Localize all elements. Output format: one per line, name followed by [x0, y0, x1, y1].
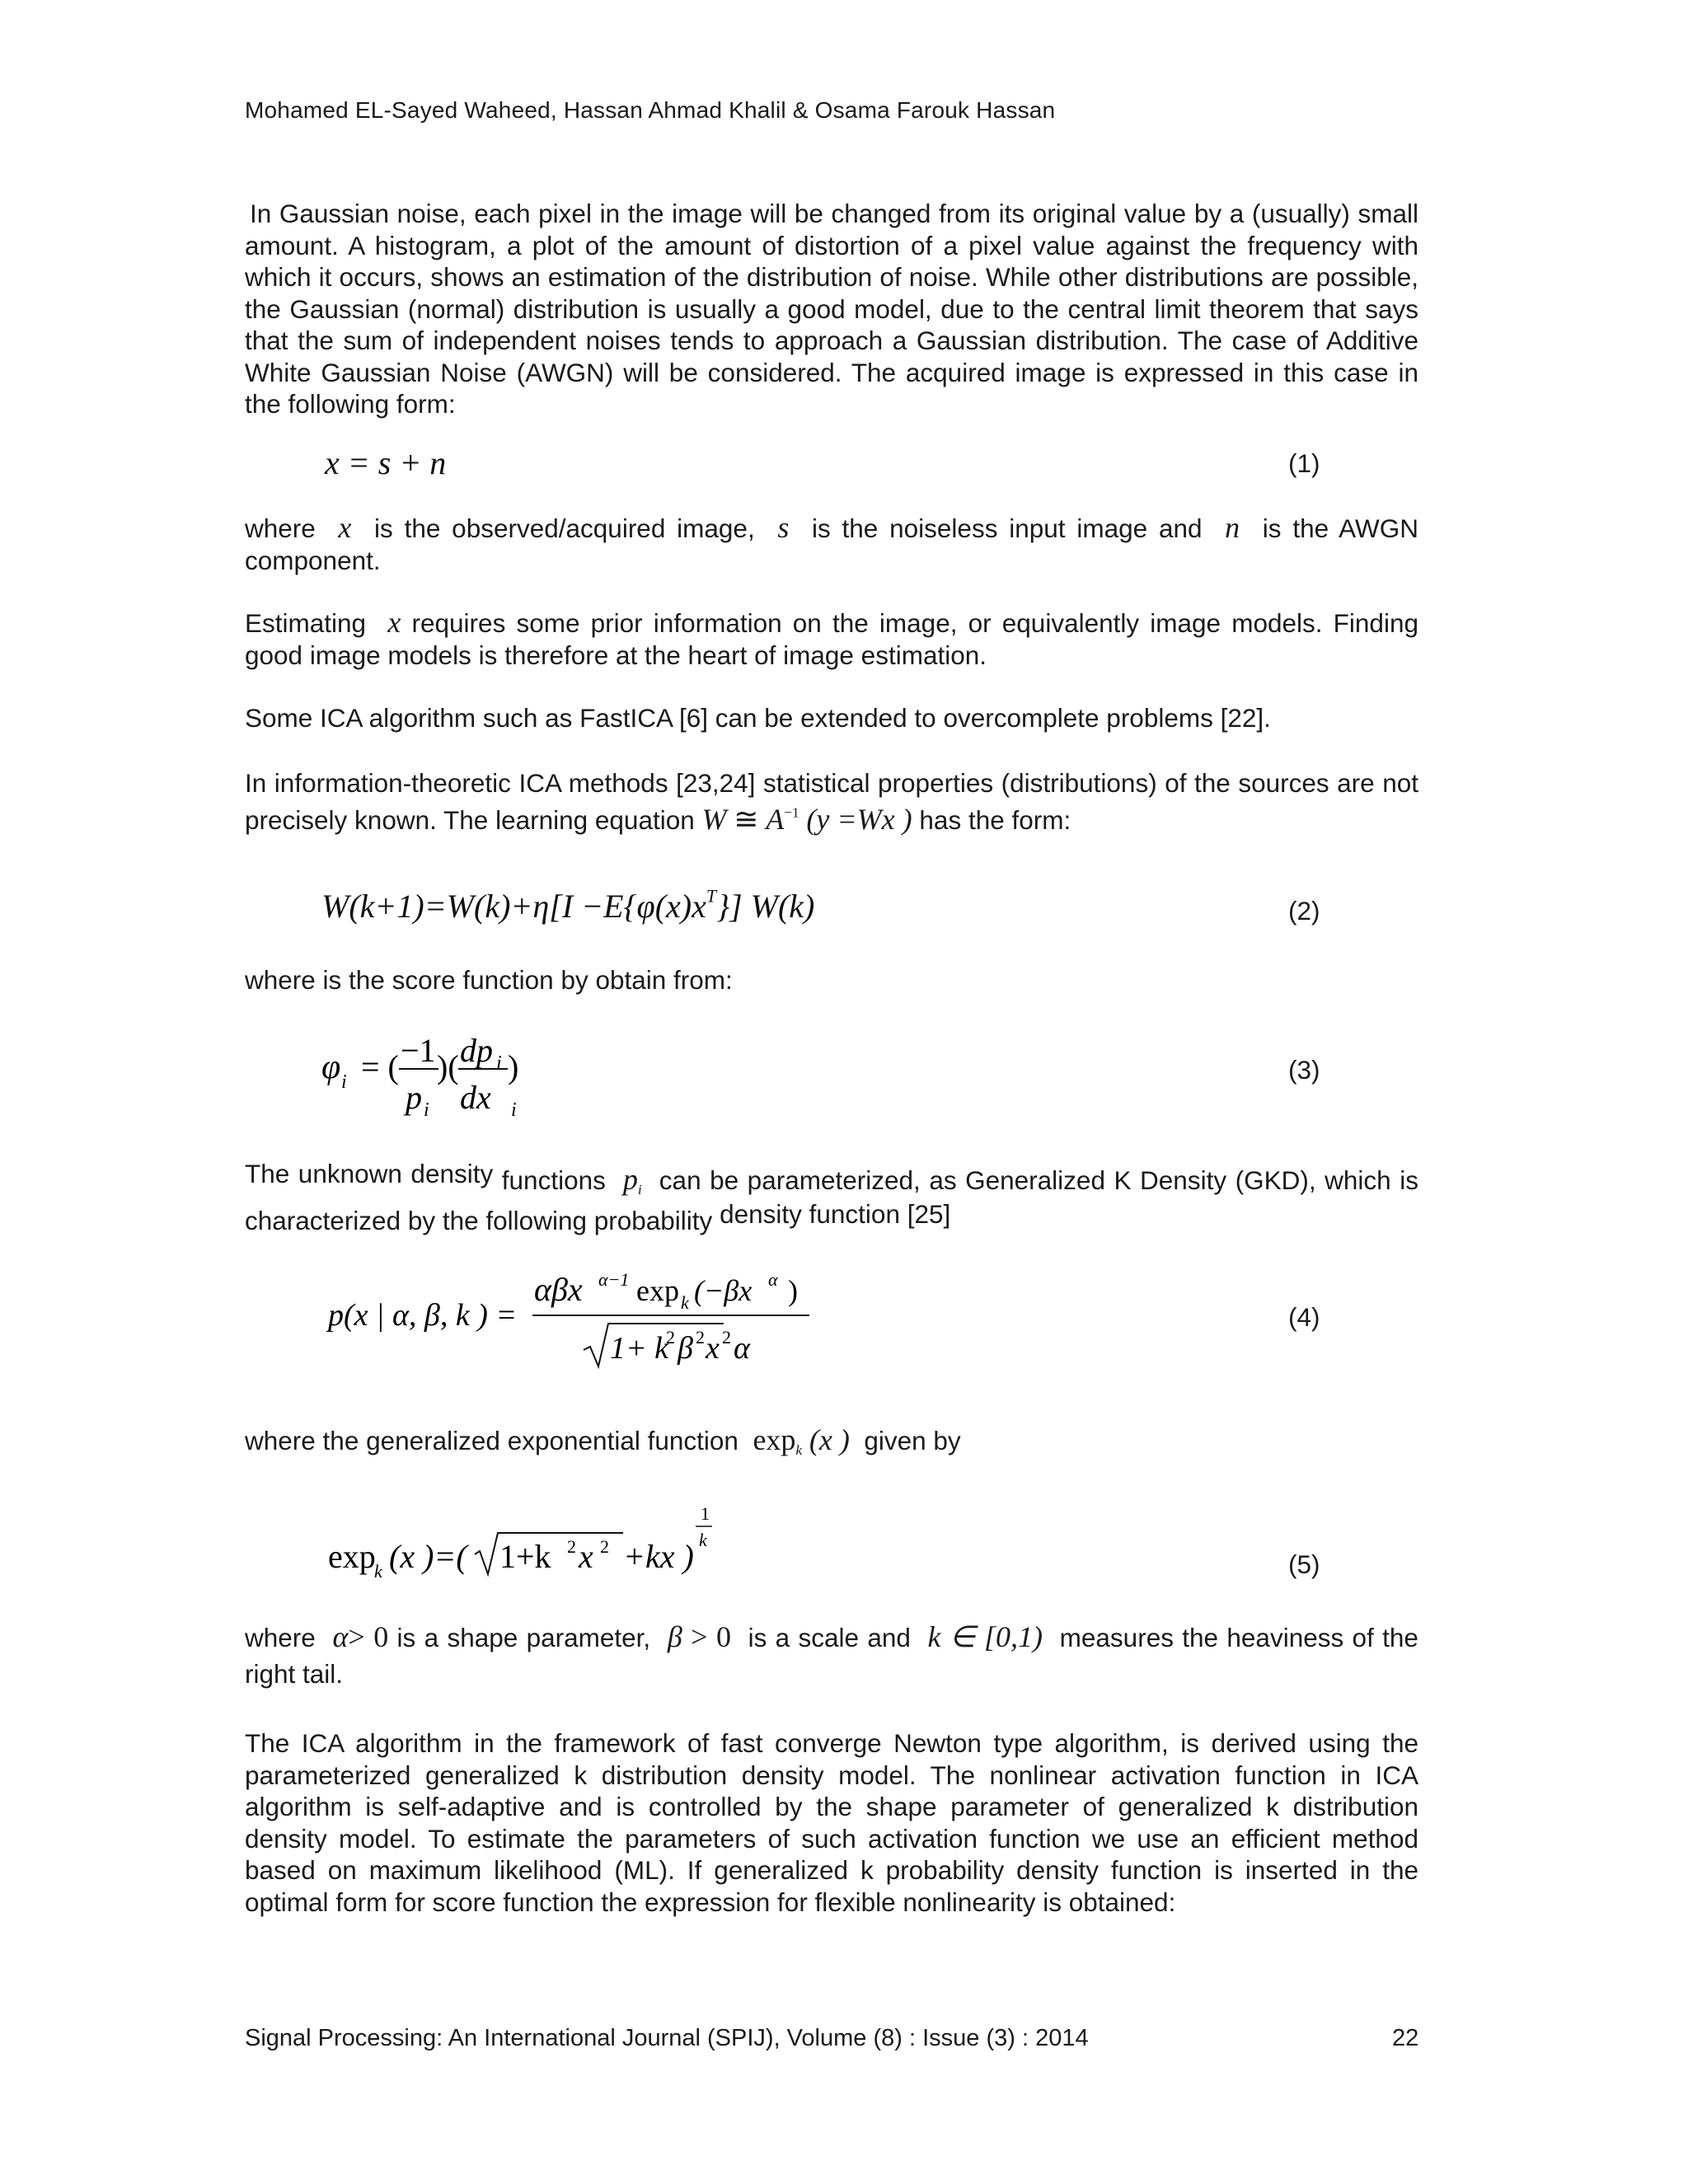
eq4-num-exp: α−1 [598, 1269, 630, 1290]
paragraph-unknown-density [245, 1160, 1418, 1241]
eq4-den-beta: β [678, 1331, 693, 1366]
text: is the AWGN component. [245, 513, 1418, 575]
math-inverse: −1 [784, 804, 799, 821]
text: is the observed/acquired image, [374, 513, 755, 543]
math-approx: ≅ [734, 803, 759, 836]
text: which is characterized by the following probability [245, 1165, 1418, 1235]
math-s: s [777, 511, 790, 544]
math-gt0: > 0 [348, 1620, 389, 1653]
eq5-exp: exp [328, 1538, 376, 1575]
eq5-frac-den: k [699, 1530, 707, 1550]
eq3-den1-sub: i [424, 1099, 429, 1121]
text: requires some prior information on the image, or equivalently image models. Finding good image models is therefore at the heart of image estimation. [245, 608, 1418, 670]
eq5-rest: +kx ) [623, 1538, 694, 1575]
eq3-phi: φ [321, 1048, 341, 1086]
eq4-num-arg: (−βx [694, 1274, 753, 1307]
paragraph-gaussian-noise: In Gaussian noise, each pixel in the image will be changed from its original value by a (usually) small amount. A histogram, a plot of the amount of distortion of a pixel value against the frequency with which it occurs, shows an estimation of the distribution of noise. While other distributions are possible, the Gaussian (normal) distribution is usually a good model, due to the central limit theorem that says that the sum of independent noises tends to approach a Gaussian distribution. The case of Additive White Gaussian Noise (AWGN) will be considered. The acquired image is expressed in this case in the following form: [245, 199, 1418, 419]
math-x: x [338, 511, 352, 544]
eq2-rhs: }] W(k) [716, 888, 815, 925]
text: measures the heaviness of the right tail. [245, 1623, 1418, 1689]
eq4-den-sq3: 2 [722, 1327, 731, 1347]
math-W: W [701, 803, 727, 836]
eq5-x: x [579, 1538, 593, 1575]
equation-1: x = s + n [325, 444, 447, 481]
text: where [245, 1623, 316, 1652]
paragraph-information-theoretic [245, 765, 1418, 838]
running-header: Mohamed EL-Sayed Waheed, Hassan Ahmad Khalil & Osama Farouk Hassan [245, 97, 1056, 123]
eq3-den1: p [406, 1079, 422, 1116]
math-of-x: (x ) [809, 1423, 850, 1456]
eq2-lhs: W(k+1)=W(k)+η[I −E{φ(x)x [321, 888, 706, 925]
eq5-lhs: (x )=( [389, 1538, 467, 1575]
text: The unknown density [245, 1159, 494, 1188]
eq2-transpose: T [706, 885, 717, 907]
text: where the generalized exponential function [245, 1426, 738, 1455]
equation-3 [313, 1030, 577, 1129]
footer-page-number: 22 [1392, 2025, 1419, 2051]
math-p-sub-i: i [637, 1182, 642, 1198]
eq5-frac-num: 1 [701, 1503, 710, 1524]
text: can be parameterized, as Generalized K Density (GKD), [659, 1165, 1316, 1195]
text: is a shape parameter, [396, 1623, 651, 1652]
math-y-eq-wx: (y =Wx ) [806, 803, 912, 836]
eq4-num-k: k [681, 1292, 689, 1313]
eq4-num-exp-fn: exp [636, 1274, 679, 1307]
text: In information-theoretic ICA methods [23,24] statistical properties (distributions) of the sources are not precisely known. The learning equation [245, 768, 1418, 835]
math-p: p [622, 1163, 638, 1196]
equation-4-number: (4) [1288, 1302, 1320, 1332]
paragraph-shape-parameter [245, 1619, 1418, 1692]
eq3-num2: dp [460, 1032, 493, 1069]
paragraph-where-x [245, 512, 1418, 576]
eq4-num-close: ) [788, 1274, 798, 1307]
text: functions [501, 1165, 606, 1195]
eq4-num-alpha: α [768, 1269, 778, 1290]
math-k-in: k ∈ [0,1) [927, 1620, 1043, 1653]
equation-2 [321, 887, 814, 926]
eq3-sub-i: i [341, 1071, 347, 1093]
eq3-mid: )( [437, 1048, 459, 1085]
equation-5-number: (5) [1288, 1549, 1320, 1579]
eq4-lhs: p(x | α, β, k ) = [328, 1298, 518, 1333]
equation-3-number: (3) [1288, 1055, 1320, 1085]
text: given by [864, 1426, 961, 1455]
eq5-rad: 1+k [499, 1538, 551, 1575]
math-exp: exp [753, 1423, 796, 1456]
eq4-den-sq: 2 [666, 1327, 675, 1347]
math-x: x [387, 606, 401, 639]
eq4-den: 1+ k [610, 1331, 669, 1366]
paragraph-ica-newton: The ICA algorithm in the framework of fast converge Newton type algorithm, is derived using the parameterized generalized k distribution density model. The nonlinear activation function in ICA algorithm is self-adaptive and is controlled by the shape parameter of generalized k distribution density model. To estimate the parameters of such activation function we use an efficient method based on maximum likelihood (ML). If generalized k probability density function is inserted in the optimal form for score function the expression for flexible nonlinearity is obtained: [245, 1728, 1418, 1917]
eq5-sq: 2 [567, 1536, 576, 1557]
eq5-k: k [374, 1561, 382, 1582]
equation-1-number: (1) [1288, 448, 1320, 478]
eq3-eq-paren: = ( [361, 1048, 399, 1085]
paragraph-generalized-exponential [245, 1424, 1418, 1457]
paragraph-fastica: Some ICA algorithm such as FastICA [6] can be extended to overcomplete problems [22]. [245, 703, 1271, 733]
text: has the form: [919, 805, 1071, 835]
math-exp-k: k [795, 1442, 803, 1459]
paragraph-score-function: where is the score function by obtain from: [245, 965, 733, 995]
equation-5 [321, 1500, 750, 1591]
math-A: A [766, 803, 785, 836]
paragraph-estimating [245, 607, 1418, 671]
eq4-den-x: x [706, 1331, 720, 1366]
math-gt0: > 0 [691, 1620, 731, 1653]
text: density function [25] [720, 1199, 951, 1229]
math-alpha: α [332, 1620, 349, 1653]
footer-journal: Signal Processing: An International Journal (SPIJ), Volume (8) : Issue (3) : 2014 [245, 2025, 1089, 2051]
text: where [245, 513, 316, 543]
eq3-num1: −1 [401, 1032, 436, 1069]
eq3-den2: dx [460, 1079, 491, 1116]
eq4-den-sq2: 2 [696, 1327, 705, 1347]
math-beta: β [667, 1620, 682, 1653]
text: is a scale and [748, 1623, 911, 1652]
text: is the noiseless input image and [811, 513, 1203, 543]
text: Estimating [245, 608, 367, 638]
equation-2-number: (2) [1288, 896, 1320, 926]
eq3-close: ) [508, 1048, 519, 1085]
eq4-den-alpha: α [734, 1331, 750, 1366]
eq3-den2-sub: i [511, 1099, 517, 1121]
eq3-num2-sub: i [496, 1052, 502, 1074]
math-n: n [1225, 511, 1240, 544]
eq4-num: αβx [534, 1271, 583, 1308]
eq5-sq2: 2 [600, 1536, 609, 1557]
equation-4 [321, 1269, 832, 1376]
